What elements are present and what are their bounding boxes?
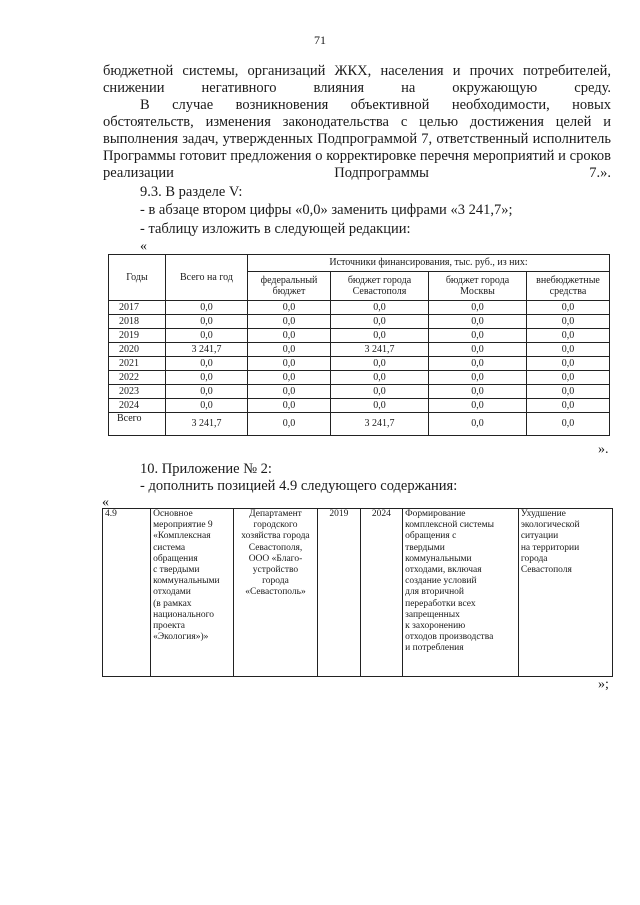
consequence-cell: Ухудшение экологической ситуации на территории города Севастополя — [518, 509, 612, 677]
sevastopol-cell: 0,0 — [331, 371, 429, 385]
table-row — [109, 315, 610, 329]
year-cell: 2020 — [109, 343, 166, 357]
extra-cell: 0,0 — [527, 329, 610, 343]
open-quote-1: « — [140, 239, 147, 254]
total-cell: 0,0 — [166, 399, 248, 413]
header-moscow: бюджет города Москвы — [429, 272, 527, 301]
measure-table — [102, 508, 613, 677]
header-sevastopol: бюджет города Севастополя — [331, 272, 429, 301]
page-number: 71 — [314, 33, 326, 47]
extra-cell: 0,0 — [527, 385, 610, 399]
extra-cell: 0,0 — [527, 343, 610, 357]
sevastopol-cell: 3 241,7 — [331, 343, 429, 357]
federal-cell: 0,0 — [248, 399, 331, 413]
sevastopol-cell: 0,0 — [331, 301, 429, 315]
extra-cell: 0,0 — [527, 399, 610, 413]
total-cell: 0,0 — [166, 385, 248, 399]
executor-cell: Департамент городского хозяйства города Севастополя, ООО «Благо- устройство города «Севастополь» — [233, 509, 317, 677]
year-cell: Всего — [109, 413, 166, 436]
moscow-cell: 0,0 — [429, 413, 527, 436]
total-cell: 0,0 — [166, 301, 248, 315]
table-row — [109, 399, 610, 413]
moscow-cell: 0,0 — [429, 343, 527, 357]
paragraph-continuation: бюджетной системы, организаций ЖКХ, населения и прочих потребителей, снижении негативного влияния на окружающую среду. — [103, 63, 611, 96]
sevastopol-cell: 3 241,7 — [331, 413, 429, 436]
table-row — [109, 301, 610, 315]
table-row — [109, 371, 610, 385]
year-cell: 2022 — [109, 371, 166, 385]
open-quote-2: « — [102, 495, 109, 510]
extra-cell: 0,0 — [527, 371, 610, 385]
sevastopol-cell: 0,0 — [331, 385, 429, 399]
year-cell: 2019 — [109, 329, 166, 343]
measure-name-cell: Основное мероприятие 9 «Комплексная система обращения с твердыми коммунальными отходами (в рамках национального проекта «Экология»)» — [151, 509, 234, 677]
federal-cell: 0,0 — [248, 343, 331, 357]
start-year-cell: 2019 — [318, 509, 360, 677]
table-row — [103, 509, 613, 677]
federal-cell: 0,0 — [248, 371, 331, 385]
item-9-3: 9.3. В разделе V: — [140, 184, 243, 200]
year-cell: 2023 — [109, 385, 166, 399]
table-row-total — [109, 413, 610, 436]
finance-table — [108, 254, 610, 436]
item-9-3-a: - в абзаце втором цифры «0,0» заменить цифрами «3 241,7»; — [140, 202, 513, 218]
total-cell: 3 241,7 — [166, 413, 248, 436]
total-cell: 0,0 — [166, 315, 248, 329]
federal-cell: 0,0 — [248, 301, 331, 315]
extra-cell: 0,0 — [527, 315, 610, 329]
table-row — [109, 343, 610, 357]
sevastopol-cell: 0,0 — [331, 357, 429, 371]
federal-cell: 0,0 — [248, 357, 331, 371]
header-federal: федеральный бюджет — [248, 272, 331, 301]
table-row — [109, 385, 610, 399]
sevastopol-cell: 0,0 — [331, 399, 429, 413]
federal-cell: 0,0 — [248, 315, 331, 329]
header-years: Годы — [109, 255, 166, 301]
header-total: Всего на год — [166, 255, 248, 301]
sevastopol-cell: 0,0 — [331, 315, 429, 329]
header-extra: внебюджетные средства — [527, 272, 610, 301]
close-quote-2: »; — [598, 677, 609, 692]
item-9-3-b: - таблицу изложить в следующей редакции: — [140, 221, 411, 237]
close-quote-1: ». — [598, 442, 609, 457]
sevastopol-cell: 0,0 — [331, 329, 429, 343]
expected-result-cell: Формирование комплексной системы обращения с твердыми коммунальными отходами, включая создание условий для вторичной переработки всех запрещенных к захоронению отходов производства и потребления — [403, 509, 519, 677]
moscow-cell: 0,0 — [429, 301, 527, 315]
end-year-cell: 2024 — [360, 509, 402, 677]
year-cell: 2018 — [109, 315, 166, 329]
total-cell: 3 241,7 — [166, 343, 248, 357]
moscow-cell: 0,0 — [429, 371, 527, 385]
total-cell: 0,0 — [166, 329, 248, 343]
total-cell: 0,0 — [166, 371, 248, 385]
table-row — [109, 357, 610, 371]
item-10: 10. Приложение № 2: — [140, 461, 272, 477]
year-cell: 2017 — [109, 301, 166, 315]
year-cell: 2024 — [109, 399, 166, 413]
year-cell: 2021 — [109, 357, 166, 371]
paragraph-legal-changes: В случае возникновения объективной необходимости, новых обстоятельств, изменения законодательства с целью достижения целей и выполнения задач, утвержденных Подпрограммой 7, ответственный исполнитель Программы готовит предложения о корректировке перечня мероприятий и сроков реализации Подпрограммы 7.». — [103, 97, 611, 181]
extra-cell: 0,0 — [527, 301, 610, 315]
moscow-cell: 0,0 — [429, 357, 527, 371]
item-10-a: - дополнить позицией 4.9 следующего содержания: — [140, 478, 458, 494]
moscow-cell: 0,0 — [429, 329, 527, 343]
federal-cell: 0,0 — [248, 413, 331, 436]
moscow-cell: 0,0 — [429, 385, 527, 399]
extra-cell: 0,0 — [527, 413, 610, 436]
moscow-cell: 0,0 — [429, 315, 527, 329]
table-row — [109, 329, 610, 343]
extra-cell: 0,0 — [527, 357, 610, 371]
moscow-cell: 0,0 — [429, 399, 527, 413]
position-number-cell: 4.9 — [103, 509, 151, 677]
federal-cell: 0,0 — [248, 385, 331, 399]
total-cell: 0,0 — [166, 357, 248, 371]
federal-cell: 0,0 — [248, 329, 331, 343]
header-sources: Источники финансирования, тыс. руб., из них: — [248, 255, 610, 272]
